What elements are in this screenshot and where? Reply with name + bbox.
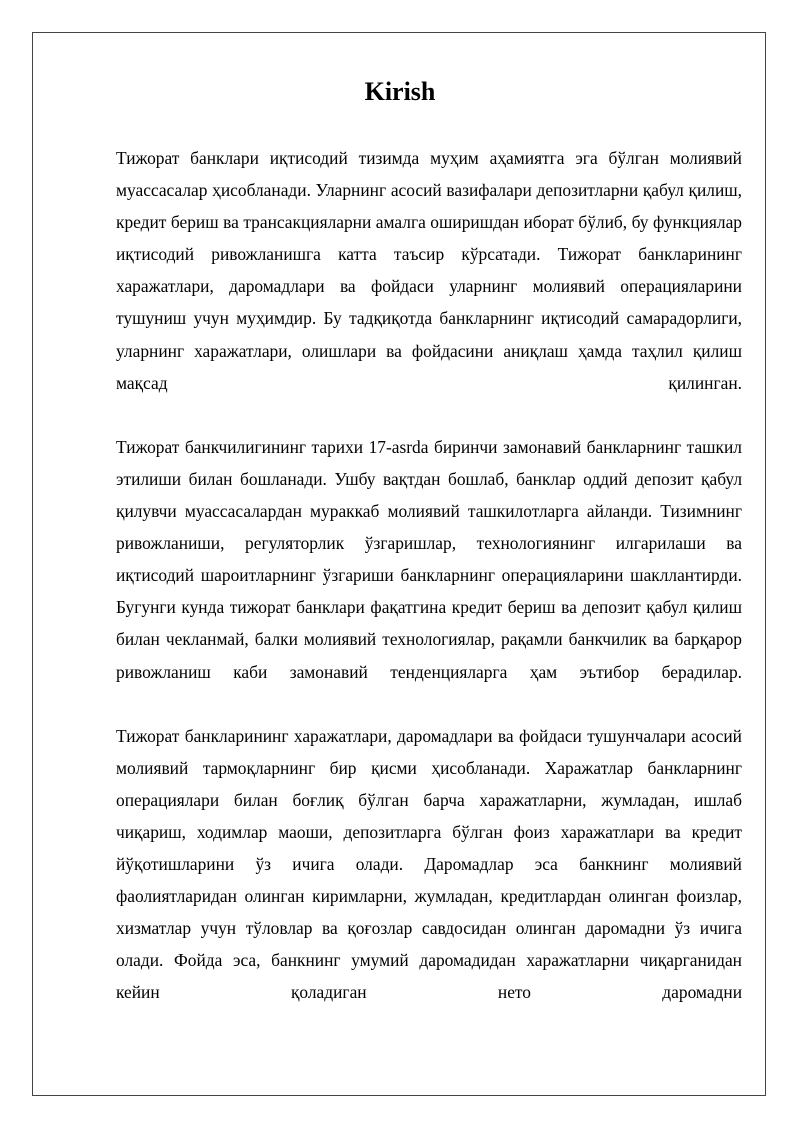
paragraph-history: Тижорат банкчилигининг тарихи 17-asrda биринчи замонавий банкларнинг ташкил этилиши билан бошланади. Ушбу вақтдан бошлаб, банклар оддий депозит қабул қилувчи муассасалардан мураккаб молиявий ташкилотларга айланди. Тизимнинг ривожланиши, регуляторлик ўзгаришлар, технологиянинг илгарилаши ва иқтисодий шароитларнинг ўзгариши банкларнинг операцияларини шакллантирди. Бугунги кунда тижорат банклари фақатгина кредит бериш ва депозит қабул қилиш билан чекланмай, балки молиявий технологиялар, рақамли банкчилик ва барқарор ривожланиш каби замонавий тенденцияларга ҳам эътибор берадилар. [116,436,742,682]
paragraph-intro: Тижорат банклари иқтисодий тизимда муҳим аҳамиятга эга бўлган молиявий муассасалар ҳисобланади. Уларнинг асосий вазифалари депозитларни қабул қилиш, кредит бериш ва трансакцияларни амалга оширишдан иборат бўлиб, бу функциялар иқтисодий ривожланишга катта таъсир кўрсатади. Тижорат банкларининг харажатлари, даромадлари ва фойдаси уларнинг молиявий операцияларини тушуниш учун муҳимдир. Бу тадқиқотда банкларнинг иқтисодий самарадорлиги, уларнинг харажатлари, олишлари ва фойдасини аниқлаш ҳамда таҳлил қилиш мақсад қилинган. [116,148,742,393]
document-title: Kirish [364,77,436,106]
document-body [116,142,742,1009]
paragraph-concepts: Тижорат банкларининг харажатлари, даромадлари ва фойдаси тушунчалари асосий молиявий тармоқларнинг бир қисми ҳисобланади. Харажатлар банкларнинг операциялари билан боғлиқ бўлган барча харажатларни, жумладан, ишлаб чиқариш, ходимлар маоши, депозитларга бўлган фоиз харажатлари ва кредит йўқотишларини ўз ичига олади. Даромадлар эса банкнинг молиявий фаолиятларидан олинган киримларни, жумладан, кредитлардан олинган фоизлар, хизматлар учун тўловлар ва қоғозлар савдосидан олинган даромадни ўз ичига олади. Фойда эса, банкнинг умумий даромадидан харажатларни чиқарганидан кейин қоладиган нето даромадни [116,725,742,1003]
